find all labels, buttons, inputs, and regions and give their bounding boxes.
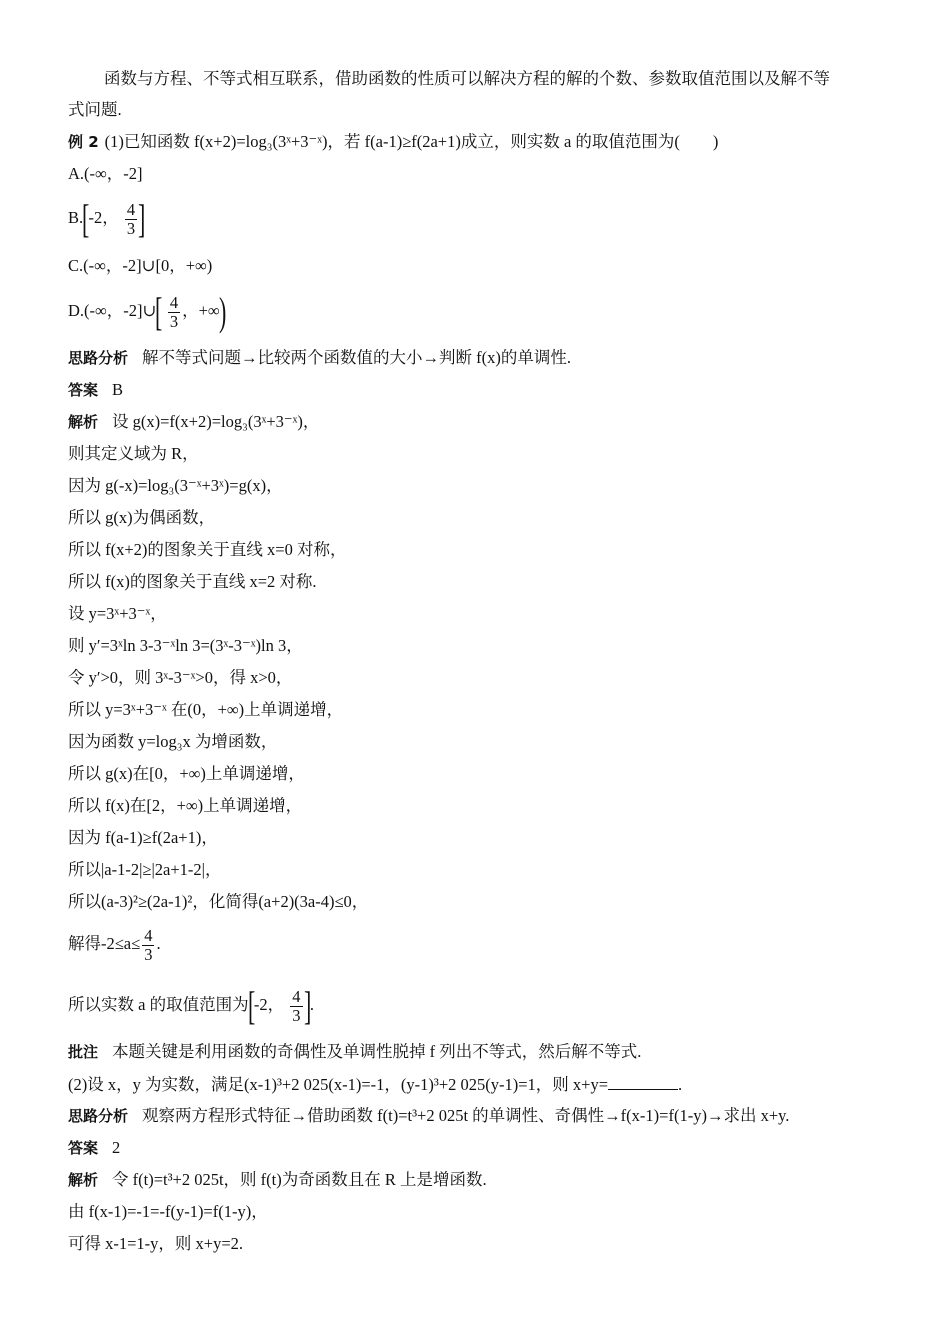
thinking-2	[68, 1105, 789, 1127]
solution-1-step-10: 因为函数 y=log₃x 为增函数，	[68, 732, 278, 751]
option-b-right-bracket: ]	[138, 196, 146, 242]
solution-1-step-4: 所以 f(x+2)的图象关于直线 x=0 对称，	[68, 540, 347, 559]
option-b-fraction	[125, 201, 137, 238]
range-left-bracket: [	[247, 983, 255, 1029]
solution-1-step-7: 则 y′=3ˣln 3-3⁻ˣln 3=(3ˣ-3⁻ˣ)ln 3，	[68, 636, 303, 655]
solution-1-step-9: 所以 y=3ˣ+3⁻ˣ 在(0，+∞)上单调递增，	[68, 700, 344, 719]
thinking-1-label: 思路分析	[68, 349, 129, 367]
question-2-end: .	[678, 1075, 683, 1094]
solution-1-step-8: 令 y′>0，则 3ˣ-3⁻ˣ>0，得 x>0，	[68, 668, 293, 687]
solve-numerator: 4	[144, 925, 153, 945]
option-b-start: -2，	[88, 208, 119, 227]
note	[68, 1041, 641, 1063]
solution-1-step-15: 所以(a-3)²≥(2a-1)²，化简得(a+2)(3a-4)≤0，	[68, 892, 369, 911]
solution-1-step-5: 所以 f(x)的图象关于直线 x=2 对称.	[68, 572, 317, 591]
option-d-prefix: D.(-∞，-2]∪	[68, 301, 157, 320]
solve-denominator: 3	[144, 944, 153, 964]
question-2-text: (2)设 x，y 为实数，满足(x-1)³+2 025(x-1)=-1，(y-1)³+2 025(y-1)=1，则 x+y=	[68, 1075, 609, 1094]
option-b	[68, 196, 146, 242]
range-numerator: 4	[292, 986, 301, 1006]
intro-line-2: 式问题.	[68, 100, 122, 119]
solution-1-step-3: 所以 g(x)为偶函数，	[68, 508, 216, 527]
answer-2-label: 答案	[68, 1139, 99, 1157]
range-prefix: 所以实数 a 的取值范围为	[68, 995, 249, 1014]
solution-1-step-text: 设 g(x)=f(x+2)=log₃(3ˣ+3⁻ˣ)，	[112, 412, 320, 431]
option-b-left-bracket: [	[82, 196, 90, 242]
thinking-2-label: 思路分析	[68, 1107, 129, 1125]
range-result	[68, 983, 314, 1027]
option-d-left-bracket: [	[155, 289, 163, 335]
solution-1-step-12: 所以 f(x)在[2，+∞)上单调递增，	[68, 796, 303, 815]
option-d-fraction	[168, 294, 180, 331]
option-b-denominator: 3	[126, 218, 136, 238]
solve-prefix: 解得-2≤a≤	[68, 934, 141, 953]
solve-result	[68, 922, 161, 966]
solution-1-step-14: 所以|a-1-2|≥|2a+1-2|，	[68, 860, 222, 879]
range-right-bracket: ]	[303, 983, 311, 1029]
solve-end: .	[156, 934, 161, 953]
answer-1-value: B	[112, 380, 124, 399]
solution-1-step-0	[68, 411, 319, 433]
note-label: 批注	[68, 1043, 99, 1061]
option-d-numerator: 4	[169, 292, 179, 312]
solution-2-label: 解析	[68, 1171, 99, 1189]
range-end: .	[309, 995, 314, 1014]
option-c: C.(-∞，-2]∪[0，+∞)	[68, 256, 213, 275]
example-label: 例 2	[68, 133, 99, 151]
solution-2-step-1: 由 f(x-1)=-1=-f(y-1)=f(1-y)，	[68, 1202, 268, 1221]
solution-1-label: 解析	[68, 413, 99, 431]
solve-fraction	[142, 927, 154, 964]
option-d-denominator: 3	[169, 311, 179, 331]
solution-2-step-0	[68, 1169, 487, 1191]
option-b-numerator: 4	[126, 199, 136, 219]
range-fraction	[290, 988, 302, 1025]
option-d-end: ，+∞	[182, 301, 220, 320]
option-d-right-bracket: )	[218, 289, 226, 335]
thinking-1	[68, 347, 571, 369]
thinking-2-text: 观察两方程形式特征→借助函数 f(t)=t³+2 025t 的单调性、奇偶性→f(x-1)=f(1-y)→求出 x+y.	[142, 1106, 790, 1125]
answer-1-label: 答案	[68, 381, 99, 399]
question-2	[68, 1073, 682, 1096]
range-start: -2，	[253, 995, 285, 1014]
intro-line-1: 函数与方程、不等式相互联系，借助函数的性质可以解决方程的解的个数、参数取值范围以及解不等	[104, 69, 830, 88]
range-denominator: 3	[292, 1005, 301, 1025]
answer-2	[68, 1137, 120, 1159]
thinking-1-text: 解不等式问题→比较两个函数值的大小→判断 f(x)的单调性.	[142, 348, 571, 367]
solution-2-step-2: 可得 x-1=1-y，则 x+y=2.	[68, 1234, 244, 1253]
note-text: 本题关键是利用函数的奇偶性及单调性脱掉 f 列出不等式，然后解不等式.	[112, 1042, 642, 1061]
option-a: A.(-∞，-2]	[68, 164, 143, 183]
solution-1-step-13: 因为 f(a-1)≥f(2a+1)，	[68, 828, 218, 847]
answer-2-value: 2	[112, 1138, 121, 1157]
solution-1-step-2: 因为 g(-x)=log₃(3⁻ˣ+3ˣ)=g(x)，	[68, 476, 283, 495]
answer-1	[68, 379, 123, 401]
option-b-prefix: B.	[68, 208, 84, 227]
solution-1-step-1: 则其定义域为 R，	[68, 444, 199, 463]
solution-2-step-text: 令 f(t)=t³+2 025t，则 f(t)为奇函数且在 R 上是增函数.	[112, 1170, 487, 1189]
question-1-text: (1)已知函数 f(x+2)=log₃(3ˣ+3⁻ˣ)，若 f(a-1)≥f(2a+1)成立，则实数 a 的取值范围为( )	[104, 132, 719, 151]
option-d	[68, 289, 226, 335]
answer-blank	[608, 1073, 678, 1090]
solution-1-step-11: 所以 g(x)在[0，+∞)上单调递增，	[68, 764, 305, 783]
example-question-1	[68, 131, 718, 153]
solution-1-step-6: 设 y=3ˣ+3⁻ˣ，	[68, 604, 167, 623]
